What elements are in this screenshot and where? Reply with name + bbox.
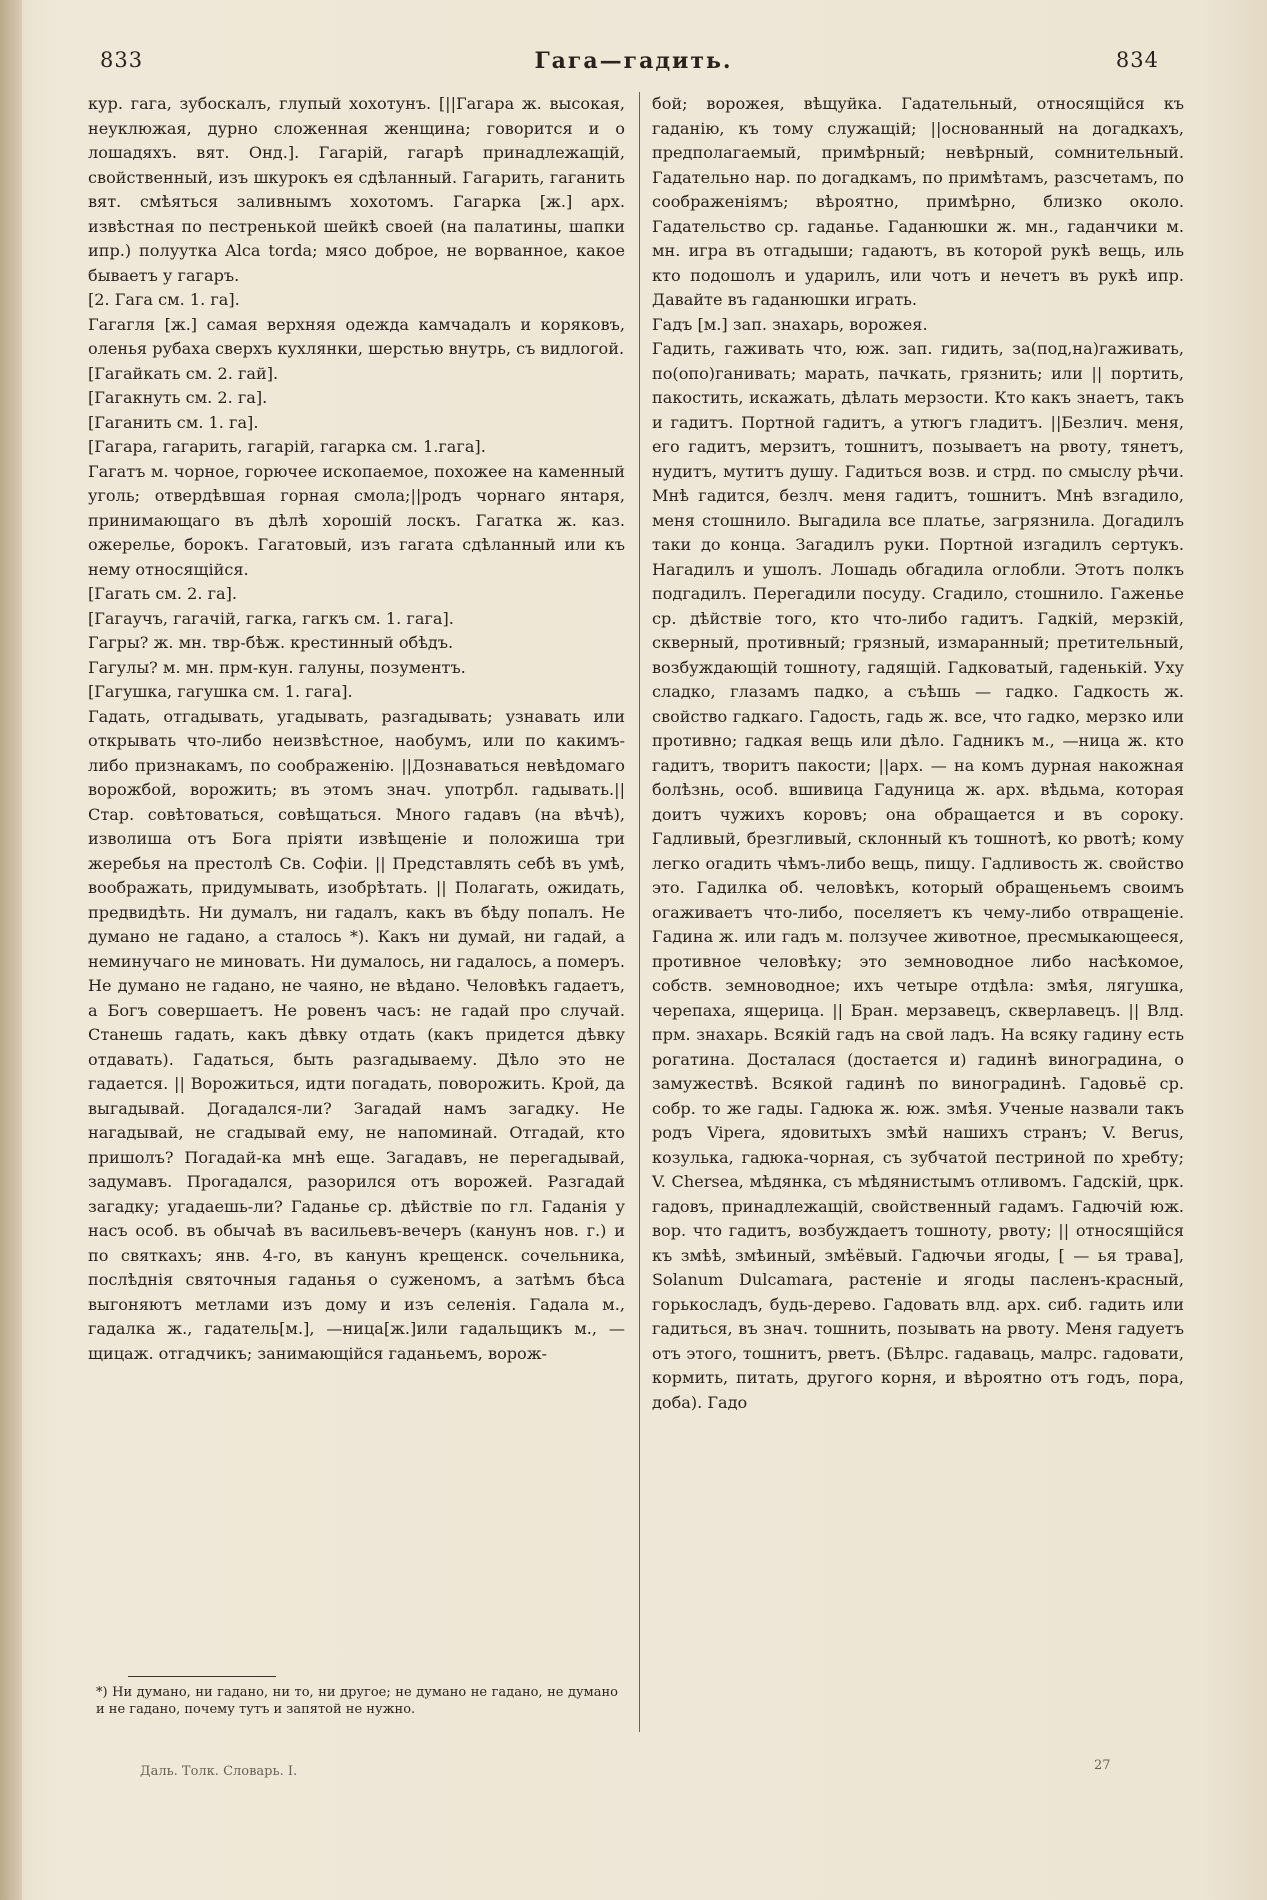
page-header: [0, 48, 1267, 82]
entry-paragraph: Гадить, гаживать что, юж. зап. гидить, за(под,на)гаживать, по(опо)ганивать; марать, пачкать, грязнить; или || портить, пакостить, искажать, дѣлать мерзости. Кто какъ знаетъ, такъ и гадитъ. Портной гадитъ, а утюгъ гладитъ. ||Безлич. меня, его гадитъ, мерзитъ, тошнитъ, позываетъ на рвоту, тянетъ, нудитъ, мутитъ душу. Гадиться возв. и стрд. по смыслу рѣчи. Мнѣ гадится, безлч. меня гадитъ, тошнитъ. Мнѣ взгадило, меня стошнило. Выгадила все платье, загрязнила. Догадилъ таки до конца. Загадилъ руки. Портной изгадилъ сертукъ. Нагадилъ и ушолъ. Лошадь обгадила оглобли. Этотъ полкъ подгадилъ. Перегадили посуду. Сгадило, стошнило. Гаженье ср. дѣйствіе того, кто что-либо гадитъ. Гадкій, мерзкій, скверный, противный; грязный, измаранный; претительный, возбуждающій тошноту, гадящій. Гадковатый, гаденькій. Уху сладко, глазамъ падко, а съѣшь — гадко. Гадкость ж. свойство гадкаго. Гадость, гадь ж. все, что гадко, мерзко или противно; гадкая вещь или дѣло. Гадникъ м., —ница ж. кто гадитъ, творитъ пакости; ||арх. — на комъ дурная накожная болѣзнь, особ. вшивица Гадуница ж. арх. вѣдьма, которая доитъ чужихъ коровъ; она обращается и въ сороку. Гадливый, брезгливый, склонный къ тошнотѣ, ко рвотѣ; кому легко огадить чѣмъ-либо вещь, пищу. Гадливость ж. свойство это. Гадилка об. человѣкъ, который обращеньемъ своимъ огаживаетъ что-либо, поселяетъ къ чему-либо отвращеніе. Гадина ж. или гадъ м. ползучее животное, пресмыкающееся, противное человѣку; это земноводное либо насѣкомое, собств. земноводное; ихъ четыре отдѣла: змѣя, лягушка, черепаха, ящерица. || Бран. мерзавецъ, скверлавецъ. || Влд. прм. знахарь. Всякій гадъ на свой ладъ. На всяку гадину есть рогатина. Досталася (достается и) гадинѣ виноградина, о замужествѣ. Всякой гадинѣ по виноградинѣ. Гадовьё ср. собр. то же гады. Гадюка ж. юж. змѣя. Ученые назвали такъ родъ Vipera, ядовитыхъ змѣй нашихъ странъ; V. Berus, козулька, гадюка-чорная, съ зубчатой пестриной по хребту; V. Chersea, мѣдянка, съ мѣдянистымъ отливомъ. Гадскій, црк. гадовъ, принадлежащій, свойственный гадамъ. Гадючій юж. вор. что гадитъ, возбуждаетъ тошноту, рвоту; || относящійся къ змѣѣ, змѣиный, змѣёвый. Гадючьи ягоды, [ — ья трава], Solanum Dulcamara, растеніе и ягоды пасленъ-красный, горькосладъ, будь-дерево. Гадовать влд. арх. сиб. гадить или гадиться, въ знач. тошнить, позывать на рвоту. Меня гадуетъ отъ этого, тошнитъ, рветъ. (Бѣлрс. гадаваць, малрс. гадовати, кормить, питать, другого корня, и вѣроятно отъ годъ, пора, доба). Гадо: [652, 339, 1184, 1412]
entry-paragraph: кур. гага, зубоскалъ, глупый хохотунъ. [||Гагара ж. высокая, неуклюжая, дурно сложенная женщина; говорится и о лошадяхъ. вят. Онд.]. Гагарій, гагарѣ принадлежащій, свойственный, изъ шкурокъ ея сдѣланный. Гагарить, гаганить вят. смѣяться заливнымъ хохотомъ. Гагарка [ж.] арх. извѣстная по пестренькой шейкѣ своей (на палатины, шапки ипр.) полуутка Alca torda; мясо доброе, не ворванное, какое бываетъ у гагаръ.: [88, 94, 625, 285]
printer-signature: Даль. Толк. Словарь. I.: [140, 1764, 298, 1779]
running-title: Гага—гадить.: [534, 48, 733, 74]
entry-paragraph: [Гагать см. 2. га].: [88, 584, 237, 603]
footnote: *) Ни думано, ни гадано, ни то, ни другое; не думано не гадано, не думано и не гадано, почему тутъ и запятой не нужно.: [96, 1685, 618, 1717]
entry-paragraph: Гадать, отгадывать, угадывать, разгадывать; узнавать или открывать что-либо неизвѣстное, наобумъ, или по какимъ-либо признакамъ, по соображенію. ||Дознаваться невѣдомаго ворожбой, ворожить; въ этомъ знач. употрбл. гадывать.|| Стар. совѣтоваться, совѣщаться. Много гадавъ (на вѣчѣ), изволиша отъ Бога пріяти извѣщеніе и положиша три жеребья на престолѣ Св. Софіи. || Представлять себѣ въ умѣ, воображать, придумывать, изобрѣтать. || Полагать, ожидать, предвидѣть. Ни думалъ, ни гадалъ, какъ въ бѣду попалъ. Не думано не гадано, а сталось *). Какъ ни думай, ни гадай, а неминучаго не миновать. Ни думалось, ни гадалось, а померъ. Не думано не гадано, не чаяно, не вѣдано. Человѣкъ гадаетъ, а Богъ совершаетъ. Не ровенъ часъ: не гадай про случай. Станешь гадать, какъ дѣвку отдать (какъ придется дѣвку отдавать). Гадаться, быть разгадываему. Дѣло это не гадается. || Ворожиться, идти погадать, поворожить. Крой, да выгадывай. Догадался-ли? Загадай намъ загадку. Не нагадывай, не сгадывай ему, не напоминай. Отгадай, кто пришолъ? Погадай-ка мнѣ еще. Загадавъ, не перегадывай, задумавъ. Прогадался, разорился отъ ворожей. Разгадай загадку; угадаешь-ли? Гаданье ср. дѣйствіе по гл. Гаданія у насъ особ. въ обычаѣ въ васильевъ-вечеръ (канунъ нов. г.) и по святкахъ; янв. 4-го, въ канунъ крещенск. сочельника, послѣднія святочныя гаданья о суженомъ, а затѣмъ бѣса выгоняютъ метлами изъ дому и изъ селенія. Гадала м., гадалка ж., гадатель[м.], —ница[ж.]или гадальщикъ м., —щицаж. отгадчикъ; занимающійся гаданьемъ, ворож-: [88, 706, 625, 1363]
book-gutter: [0, 0, 22, 1900]
page-number-right: 834: [1115, 48, 1159, 72]
entry-paragraph: [Гагара, гагарить, гагарій, гагарка см. 1.гага].: [88, 437, 486, 456]
entry-paragraph: Гагатъ м. чорное, горючее ископаемое, похожее на каменный уголь; отвердѣвшая горная смола;||родъ чорнаго янтаря, принимающаго въ дѣлѣ хорошій лоскъ. Гагатка ж. каз. ожерелье, борокъ. Гагатовый, изъ гагата сдѣланный или къ нему относящійся.: [88, 461, 625, 579]
sheet-number: 27: [1094, 1758, 1111, 1773]
left-column: [88, 92, 625, 1366]
entry-paragraph: бой; ворожея, вѣщуйка. Гадательный, относящійся къ гаданію, къ тому служащій; ||основанный на догадкахъ, предполагаемый, примѣрный; невѣрный, сомнительный. Гадательно нар. по догадкамъ, по примѣтамъ, разсчетамъ, по соображеніямъ; вѣроятно, примѣрно, близко около. Гадательство ср. гаданье. Гаданюшки ж. мн., гаданчики м. мн. игра въ отгадыши; гадаютъ, въ которой рукѣ вещь, иль кто подошолъ и ударилъ, или чотъ и нечетъ въ рукѣ ипр. Давайте въ гаданюшки играть.: [652, 94, 1184, 309]
column-divider: [639, 92, 640, 1732]
entry-paragraph: [Гагайкать см. 2. гай].: [88, 363, 279, 383]
entry-paragraph: [2. Гага см. 1. га].: [88, 290, 240, 309]
entry-paragraph: Гагры? ж. мн. твр-бѣж. крестинный обѣдъ.: [88, 633, 454, 652]
entry-paragraph: Гагагля [ж.] самая верхняя одежда камчадалъ и коряковъ, оленья рубаха сверхъ кухлянки, шерстью внутрь, съ видлогой.: [88, 314, 625, 358]
footnote-rule: [128, 1676, 276, 1677]
right-column: [652, 92, 1184, 1415]
entry-paragraph: [Гагаучъ, гагачій, гагка, гагкъ см. 1. гага].: [88, 608, 454, 628]
page-number-left: 833: [100, 48, 144, 72]
entry-paragraph: Гагулы? м. мн. прм-кун. галуны, позументъ.: [88, 657, 466, 677]
entry-paragraph: [Гагакнуть см. 2. га].: [88, 388, 268, 407]
entry-paragraph: Гадъ [м.] зап. знахарь, ворожея.: [652, 314, 928, 334]
entry-paragraph: [Гагушка, гагушка см. 1. гага].: [88, 682, 353, 701]
entry-paragraph: [Гаганить см. 1. га].: [88, 412, 259, 432]
